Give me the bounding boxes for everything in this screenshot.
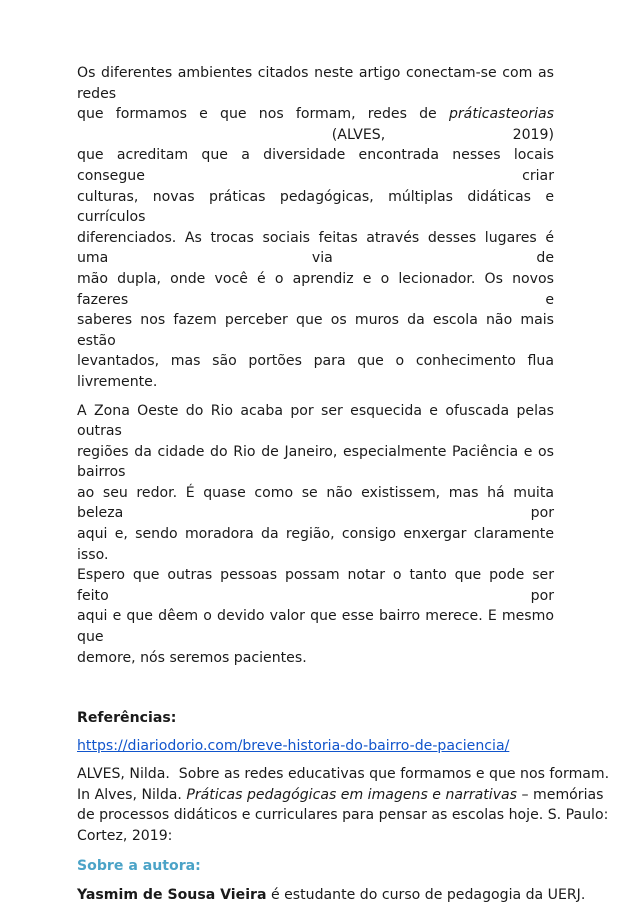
paragraph-line: culturas, novas práticas pedagógicas, múltiplas didáticas e currículos [77,188,554,226]
document-page [77,63,610,905]
references-heading: Referências: [77,710,177,727]
paragraph-redes [77,63,554,393]
author-bio [77,885,586,905]
paragraph-line: aqui e que dêem o devido valor que esse bairro merece. E mesmo que [77,608,554,646]
paragraph-line: Os diferentes ambientes citados neste artigo conectam-se com as redes [77,65,554,102]
paragraph-line: que formamos e que nos formam, redes de práticasteorias (ALVES, 2019) [77,106,554,143]
book-title: Práticas pedagógicas em imagens e narrativas [186,786,518,803]
paragraph-line: levantados, mas são portões para que o conhecimento flua livremente. [77,353,554,390]
paragraph-line: saberes nos fazem perceber que os muros da escola não mais estão [77,312,554,349]
reference-line: In Alves, Nilda. Práticas pedagógicas em imagens e narrativas – memórias [77,786,604,803]
paragraph-line: demore, nós seremos pacientes. [77,649,307,666]
paragraph-line: regiões da cidade do Rio de Janeiro, especialmente Paciência e os bairros [77,443,554,481]
paragraph-line: aqui e, sendo moradora da região, consigo enxergar claramente isso. [77,526,554,563]
reference-line: de processos didáticos e curriculares para pensar as escolas hoje. S. Paulo: [77,807,609,824]
citation: (ALVES, 2019) [77,126,554,143]
paragraph-line: que acreditam que a diversidade encontrada nesses locais consegue criar [77,147,554,184]
reference-link[interactable]: https://diariodorio.com/breve-historia-do-bairro-de-paciencia/ [77,738,510,755]
paragraph-line: A Zona Oeste do Rio acaba por ser esquecida e ofuscada pelas outras [77,402,554,440]
author-name: Yasmim de Sousa Vieira [77,886,267,903]
italic-term: práticasteorias [448,106,554,123]
reference-line: Cortez, 2019: [77,828,173,844]
paragraph-line: ao seu redor. É quase como se não existissem, mas há muita beleza por [77,484,554,522]
author-description: é estudante do curso de pedagogia da UERJ. [266,886,586,903]
paragraph-line: mão dupla, onde você é o aprendiz e o lecionador. Os novos fazeres e [77,270,554,308]
reference-entry [77,764,610,846]
paragraph-line: Espero que outras pessoas possam notar o tanto que pode ser feito por [77,567,554,604]
reference-line: ALVES, Nilda. Sobre as redes educativas que formamos e que nos formam. [77,766,610,783]
paragraph-zona-oeste [77,401,554,669]
author-heading: Sobre a autora: [77,857,201,874]
paragraph-line: diferenciados. As trocas sociais feitas através desses lugares é uma via de [77,229,554,267]
